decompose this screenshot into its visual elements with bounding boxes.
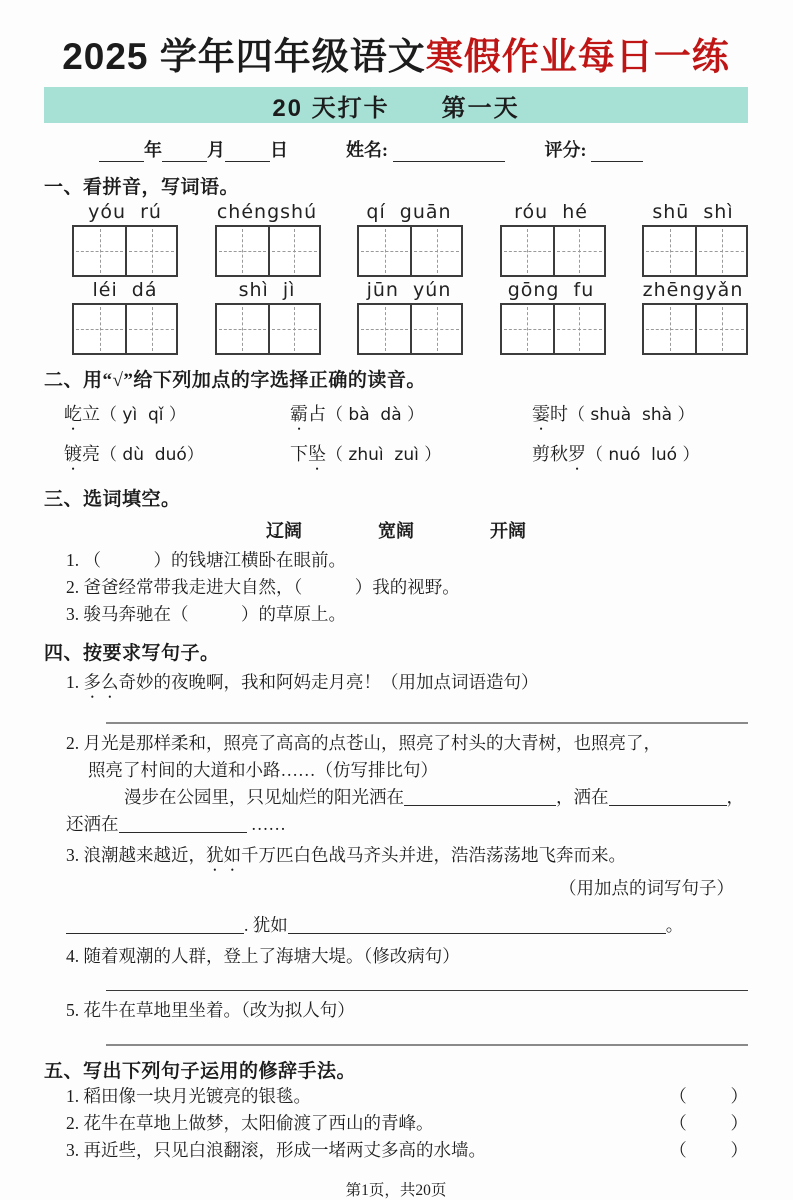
grid-cell[interactable]	[410, 227, 461, 275]
grid-cell[interactable]	[553, 227, 604, 275]
pinyin-label: yóu rú	[88, 201, 162, 223]
word-bank-item: 开阔	[490, 521, 526, 541]
score-blank[interactable]	[591, 143, 643, 162]
grid-cell[interactable]	[268, 305, 319, 353]
section1-heading: 一、看拼音，写词语。	[44, 177, 240, 198]
fill-sentence: 还洒在 ……	[66, 814, 286, 834]
pinyin-row-2	[44, 277, 748, 301]
grid-cell[interactable]	[268, 227, 319, 275]
title-red: 寒假作业每日一练	[425, 36, 730, 77]
rhetoric-item: 1. 稻田像一块月光镀亮的银毯。 （ ）	[66, 1083, 748, 1110]
fill-sentence: . 犹如 。	[66, 912, 748, 939]
pinyin-label: qí guān	[366, 201, 452, 223]
pinyin-label: gōng fu	[507, 279, 595, 301]
grid-cell[interactable]	[217, 305, 268, 353]
title-black: 2025 学年四年级语文	[62, 36, 426, 77]
fill-blank[interactable]	[288, 916, 666, 934]
section5-heading: 五、写出下列句子运用的修辞手法。	[44, 1061, 357, 1082]
answer-line[interactable]	[106, 990, 748, 991]
answer-line[interactable]	[106, 1044, 748, 1046]
page-title	[44, 26, 748, 80]
rhetoric-answer-brackets[interactable]: （ ）	[669, 1140, 748, 1160]
year-label: 年	[144, 140, 162, 160]
year-blank[interactable]	[99, 143, 144, 162]
grid-cell[interactable]	[410, 305, 461, 353]
writing-grid[interactable]	[500, 303, 606, 355]
grid-cell[interactable]	[74, 227, 125, 275]
writing-grid[interactable]	[215, 303, 321, 355]
pron-item[interactable]: 下坠（ zhuì zuì ）	[290, 444, 442, 465]
question-item: 3. 浪潮越来越近，犹如千万匹白色战马齐头并进，浩浩荡荡地飞奔而来。 （用加点的词写句子） . 犹如 。	[66, 842, 748, 939]
pinyin-row-1	[44, 199, 748, 223]
rhetoric-item: 3. 再近些，只见白浪翻滚，形成一堵两丈多高的水墙。 （ ）	[66, 1137, 748, 1164]
fill-blank[interactable]	[66, 916, 244, 934]
fill-blank[interactable]	[119, 815, 247, 833]
grid-cell[interactable]	[644, 227, 695, 275]
day-banner: 20 天打卡 第一天	[44, 87, 748, 123]
grid-cell[interactable]	[359, 227, 410, 275]
pronunciation-items	[44, 400, 748, 474]
section4-heading: 四、按要求写句子。	[44, 643, 220, 664]
grid-cell[interactable]	[695, 227, 746, 275]
section2-heading: 二、用“√”给下列加点的字选择正确的读音。	[44, 370, 426, 391]
day-label: 日	[270, 140, 288, 160]
pinyin-label: shì jì	[238, 279, 296, 301]
pron-item[interactable]: 剪秋罗（ nuó luó ）	[532, 444, 700, 465]
grid-cell[interactable]	[125, 305, 176, 353]
pron-options[interactable]: （ nuó luó ）	[586, 445, 700, 465]
word-bank-item: 宽阔	[378, 521, 414, 541]
pinyin-label: róu hé	[514, 201, 588, 223]
rhetoric-answer-brackets[interactable]: （ ）	[669, 1086, 748, 1106]
question-note: （用加点的词写句子）	[559, 878, 734, 898]
pron-options[interactable]: （ yì qǐ ）	[100, 405, 186, 425]
writing-grid[interactable]	[215, 225, 321, 277]
fill-sentence: 漫步在公园里，只见灿烂的阳光洒在 ，洒在 ，	[124, 787, 744, 807]
question-item: 1. 多么奇妙的夜晚啊，我和阿妈走月亮！（用加点词语造句）	[66, 672, 539, 692]
pinyin-label: shū shì	[652, 201, 734, 223]
grid-cell[interactable]	[695, 305, 746, 353]
question-item: 5. 花牛在草地里坐着。（改为拟人句）	[66, 1000, 355, 1020]
grid-cell[interactable]	[125, 227, 176, 275]
grid-cell[interactable]	[644, 305, 695, 353]
pron-options[interactable]: （ zhuì zuì ）	[326, 445, 442, 465]
rhetoric-item: 2. 花牛在草地上做梦，太阳偷渡了西山的青峰。 （ ）	[66, 1110, 748, 1137]
pron-item[interactable]: 屹立（ yì qǐ ）	[64, 404, 186, 425]
grid-cell[interactable]	[359, 305, 410, 353]
fill-item[interactable]: 1. （ ）的钱塘江横卧在眼前。	[66, 550, 346, 570]
question-item: 2. 月光是那样柔和，照亮了高高的点苍山，照亮了村头的大青树，也照亮了， 照亮了村间的大道和小路……（仿写排比句） 漫步在公园里，只见灿烂的阳光洒在 ，洒在 ， 还洒在 ……	[66, 730, 748, 838]
pron-item[interactable]: 霎时（ shuà shà ）	[532, 404, 695, 425]
writing-grid[interactable]	[642, 225, 748, 277]
writing-grid[interactable]	[72, 225, 178, 277]
section3-heading: 三、选词填空。	[44, 489, 181, 510]
grid-cell[interactable]	[502, 305, 553, 353]
day-blank[interactable]	[225, 143, 270, 162]
writing-grid[interactable]	[357, 303, 463, 355]
fill-blank[interactable]	[609, 788, 727, 806]
grid-cell[interactable]	[74, 305, 125, 353]
writing-grid[interactable]	[357, 225, 463, 277]
pinyin-label: zhēngyǎn	[642, 279, 744, 301]
word-bank-item: 辽阔	[266, 521, 302, 541]
pron-options[interactable]: （ bà dà ）	[326, 405, 425, 425]
grid-cell[interactable]	[217, 227, 268, 275]
month-label: 月	[207, 140, 225, 160]
pinyin-label: jūn yún	[366, 279, 452, 301]
pron-item[interactable]: 霸占（ bà dà ）	[290, 404, 425, 425]
page-footer: 第1页，共20页	[345, 1182, 447, 1199]
grid-cell[interactable]	[502, 227, 553, 275]
score-label: 评分:	[544, 140, 591, 160]
writing-grid-row-1	[44, 225, 748, 277]
name-blank[interactable]	[393, 143, 505, 162]
fill-blank[interactable]	[404, 788, 556, 806]
writing-grid[interactable]	[642, 303, 748, 355]
word-bank	[44, 517, 748, 543]
fill-item[interactable]: 2. 爸爸经常带我走进大自然，（ ）我的视野。	[66, 577, 460, 597]
pron-options[interactable]: （ dù duó）	[100, 445, 204, 465]
pinyin-label: léi dá	[92, 279, 158, 301]
grid-cell[interactable]	[553, 305, 604, 353]
writing-grid-row-2	[44, 303, 748, 355]
question-item: 4. 随着观潮的人群，登上了海塘大堤。（修改病句）	[66, 946, 460, 966]
rhetoric-answer-brackets[interactable]: （ ）	[669, 1113, 748, 1133]
answer-line[interactable]	[106, 722, 748, 724]
date-line	[44, 136, 748, 162]
month-blank[interactable]	[162, 143, 207, 162]
name-label: 姓名:	[346, 140, 393, 160]
pron-item[interactable]: 镀亮（ dù duó）	[64, 444, 204, 465]
writing-grid[interactable]	[72, 303, 178, 355]
writing-grid[interactable]	[500, 225, 606, 277]
fill-item[interactable]: 3. 骏马奔驰在（ ）的草原上。	[66, 604, 346, 624]
pron-options[interactable]: （ shuà shà ）	[568, 405, 695, 425]
pinyin-label: chéngshú	[216, 201, 318, 223]
